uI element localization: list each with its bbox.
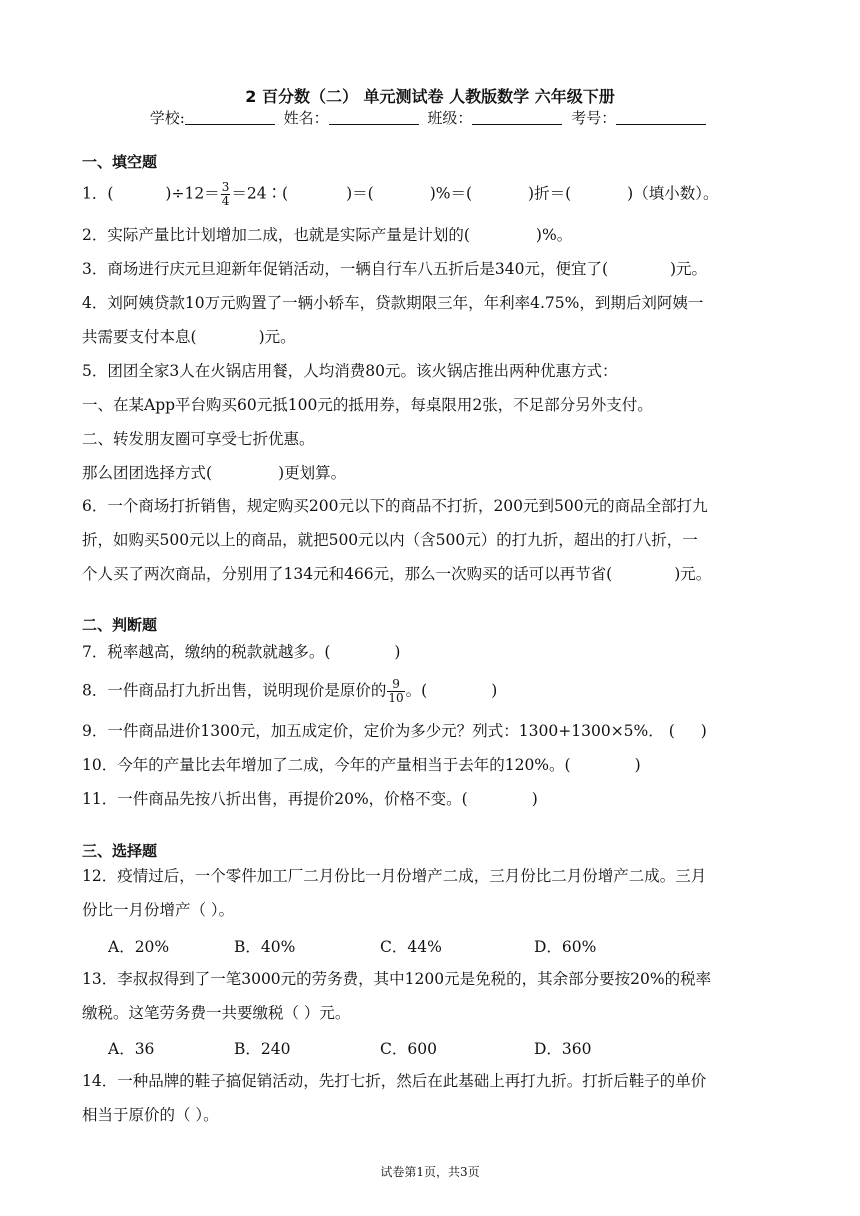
q2-text-end: )%。	[535, 226, 573, 244]
question-6-line-1: 6．一个商场打折销售，规定购买200元以下的商品不打折，200元到500元的商品全部打九	[82, 497, 708, 515]
q9-text-end: )	[700, 722, 707, 740]
question-5-line-4	[82, 463, 346, 483]
q1-fraction-numerator: 3	[221, 180, 230, 194]
school-label: 学校:	[149, 109, 185, 127]
q1-text-7: )（填小数）。	[627, 184, 719, 203]
section-judge-heading: 二、判断题	[82, 616, 158, 634]
q4-text-end: )元。	[258, 328, 296, 346]
question-5-line-1: 5．团团全家3人在火锅店用餐，人均消费80元。该火锅店推出两种优惠方式：	[82, 362, 618, 380]
q10-text: 10．今年的产量比去年增加了二成，今年的产量相当于去年的120%。(	[82, 756, 571, 774]
question-8	[82, 678, 497, 705]
page-title: 2 百分数（二） 单元测试卷 人教版数学 六年级下册	[245, 87, 615, 106]
q11-text-end: )	[531, 790, 538, 808]
q3-text-end: )元。	[670, 260, 708, 278]
section-choice-heading: 三、选择题	[82, 842, 158, 860]
q1-fraction-denominator: 4	[221, 194, 230, 208]
q7-text-end: )	[394, 643, 401, 661]
q6-text: 个人买了两次商品，分别用了134元和466元，那么一次购买的话可以再节省(	[82, 565, 613, 583]
class-label: 班级：	[427, 109, 473, 127]
question-2	[82, 225, 572, 245]
question-5-line-2: 一、在某App平台购买60元抵100元的抵用券，每桌限用2张，不足部分另外支付。	[82, 396, 653, 414]
question-13-line-1: 13．李叔叔得到了一笔3000元的劳务费，其中1200元是免税的，其余部分要按20%的税率	[82, 970, 712, 988]
q2-text: 2．实际产量比计划增加二成，也就是实际产量是计划的(	[82, 226, 470, 244]
q1-fraction	[221, 181, 231, 208]
question-9	[82, 721, 707, 741]
q8-fraction-numerator: 9	[387, 678, 404, 692]
q3-text: 3．商场进行庆元旦迎新年促销活动，一辆自行车八五折后是340元，便宜了(	[82, 260, 608, 278]
question-12-line-2: 份比一月份增产（ ）。	[82, 901, 235, 919]
question-7	[82, 642, 400, 662]
class-blank[interactable]	[472, 110, 562, 125]
question-13-options	[108, 1037, 592, 1059]
q1-text-3: ＝24∶(	[231, 184, 289, 203]
q1-text-6: )折＝(	[528, 184, 572, 203]
question-6-line-2: 折，如购买500元以上的商品，就把500元以内（含500元）的打九折，超出的打八折，一	[82, 531, 698, 549]
q5-text: 那么团团选择方式(	[82, 464, 213, 482]
exam-no-blank[interactable]	[616, 110, 706, 125]
question-1	[82, 181, 718, 208]
question-12-line-1: 12．疫情过后，一个零件加工厂二月份比一月份增产二成，三月份比二月份增产二成。三月	[82, 867, 707, 885]
question-14-line-2: 相当于原价的（ ）。	[82, 1106, 219, 1124]
q8-fraction-denominator: 10	[388, 691, 404, 705]
q8-text-end: )	[491, 681, 498, 700]
question-10	[82, 755, 641, 775]
q5-text-end: )更划算。	[278, 464, 347, 482]
option-a[interactable]: A．20%	[108, 938, 170, 956]
school-blank[interactable]	[185, 110, 275, 125]
q1-text-1: 1．(	[82, 184, 114, 203]
q1-text-4: )＝(	[346, 184, 374, 203]
question-3	[82, 259, 707, 279]
name-blank[interactable]	[329, 110, 419, 125]
option-b[interactable]: B．240	[234, 1040, 291, 1058]
q8-text-mid: 。(	[405, 681, 428, 700]
page-footer: 试卷第1页，共3页	[380, 1165, 480, 1179]
q8-text: 8．一件商品打九折出售，说明现价是原价的	[82, 681, 387, 700]
question-4-line-1: 4．刘阿姨贷款10万元购置了一辆小轿车，贷款期限三年，年利率4.75%，到期后刘阿姨一	[82, 294, 704, 312]
question-6-line-3	[82, 564, 711, 584]
student-info-line	[0, 107, 860, 128]
option-a[interactable]: A．36	[108, 1040, 155, 1058]
option-c[interactable]: C．44%	[380, 938, 442, 956]
q4-text: 共需要支付本息(	[82, 328, 197, 346]
question-11	[82, 789, 538, 809]
q1-text-2: )÷12＝	[165, 184, 220, 203]
q10-text-end: )	[634, 756, 641, 774]
q6-text-end: )元。	[674, 565, 712, 583]
q8-fraction	[387, 678, 404, 705]
option-b[interactable]: B．40%	[234, 938, 296, 956]
q7-text: 7．税率越高，缴纳的税款就越多。(	[82, 643, 331, 661]
q11-text: 11．一件商品先按八折出售，再提价20%，价格不变。(	[82, 790, 468, 808]
option-d[interactable]: D．360	[534, 1040, 592, 1058]
question-14-line-1: 14．一种品牌的鞋子搞促销活动，先打七折，然后在此基础上再打九折。打折后鞋子的单价	[82, 1072, 707, 1090]
option-d[interactable]: D．60%	[534, 938, 597, 956]
section-fill-heading: 一、填空题	[82, 153, 158, 171]
question-13-line-2: 缴税。这笔劳务费一共要缴税（ ）元。	[82, 1004, 351, 1022]
question-12-options	[108, 935, 596, 957]
question-5-line-3: 二、转发朋友圈可享受七折优惠。	[82, 430, 315, 448]
option-c[interactable]: C．600	[380, 1040, 437, 1058]
question-4-line-2	[82, 327, 296, 347]
name-label: 姓名：	[283, 109, 329, 127]
q1-text-5: )%＝(	[429, 184, 473, 203]
exam-no-label: 考号：	[571, 109, 617, 127]
q9-text: 9．一件商品进价1300元，加五成定价，定价为多少元？列式：1300+1300×5%． (	[82, 722, 675, 740]
